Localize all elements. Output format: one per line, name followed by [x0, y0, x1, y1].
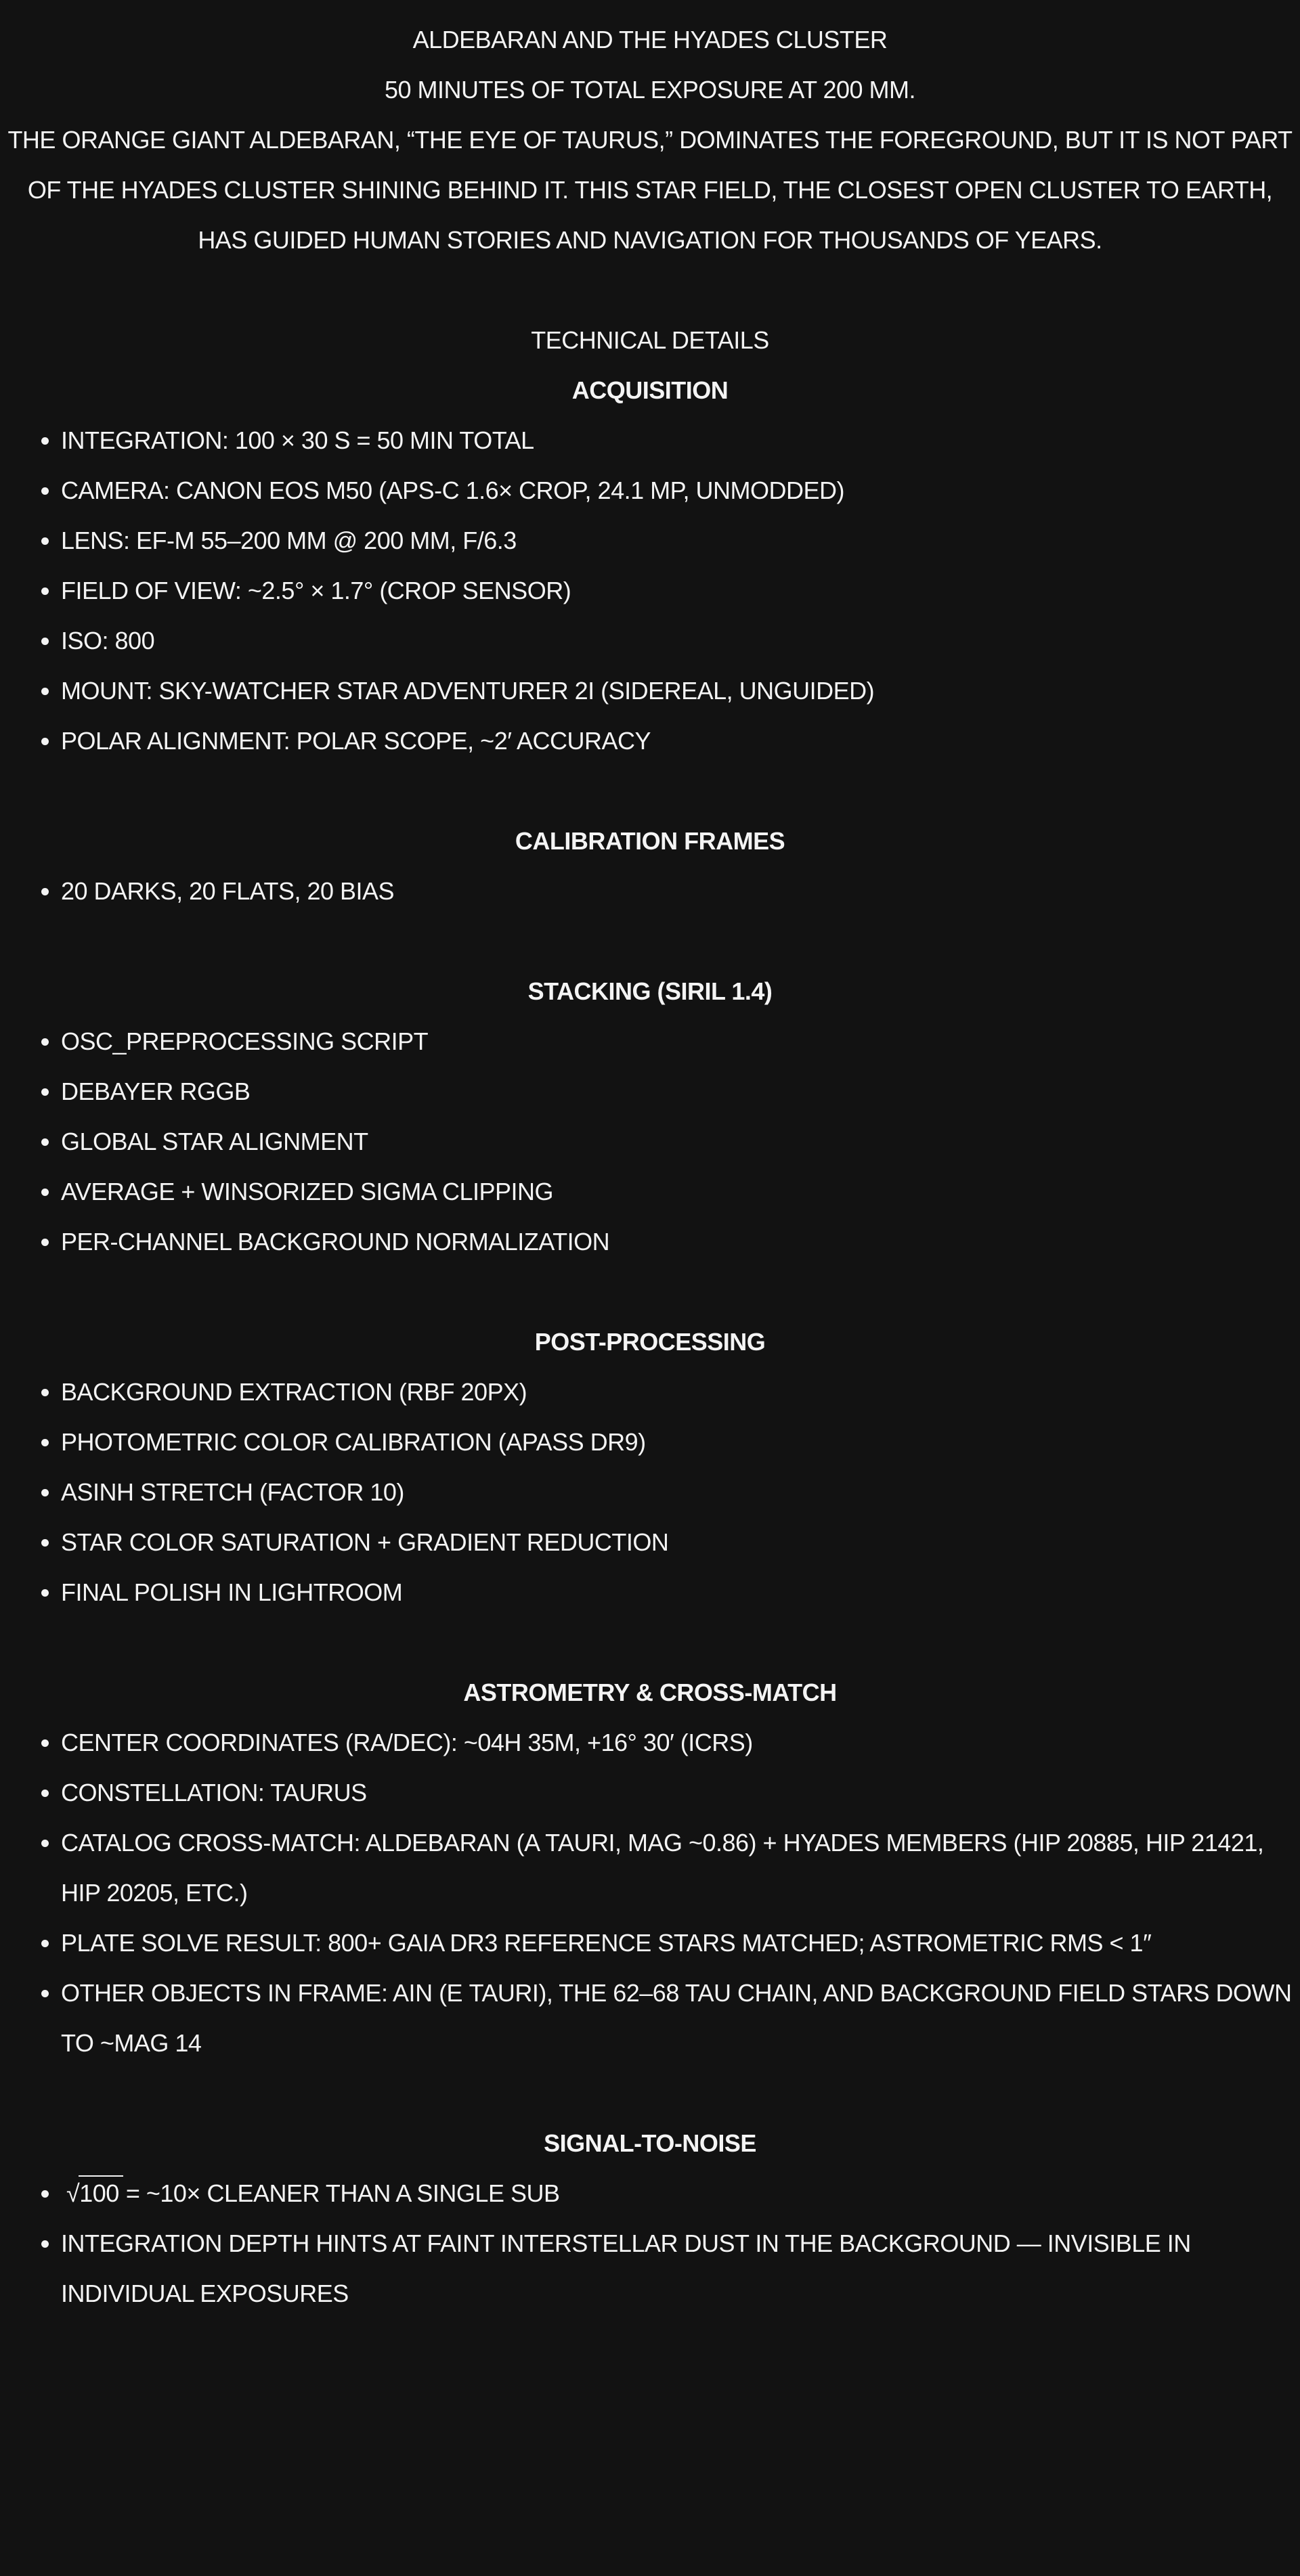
list-item: • PLATE SOLVE RESULT: 800+ GAIA DR3 REFERENCE STARS MATCHED; ASTROMETRIC RMS < 1″: [61, 1918, 1300, 1968]
spacer: [0, 265, 1300, 315]
section-title-post-processing: POST-PROCESSING: [534, 1328, 766, 1356]
list-item: • GLOBAL STAR ALIGNMENT: [61, 1117, 1300, 1167]
signal-to-noise-text: = ~10× CLEANER THAN A SINGLE SUB: [125, 2179, 560, 2207]
list-item: • OTHER OBJECTS IN FRAME: AIN (Ε TAURI), THE 62–68 TAU CHAIN, AND BACKGROUND FIELD STARS DOWN TO ~MAG 14: [61, 1968, 1300, 2068]
spacer: [0, 916, 1300, 967]
square-root-expression: [61, 2169, 119, 2219]
post-processing-list: [0, 1367, 1300, 1618]
list-item: • OSC_PREPROCESSING SCRIPT: [61, 1017, 1300, 1067]
acquisition-list: [0, 416, 1300, 766]
section-title-calibration: CALIBRATION FRAMES: [515, 827, 785, 855]
list-item: • CONSTELLATION: TAURUS: [61, 1768, 1300, 1818]
page-title: ALDEBARAN AND THE HYADES CLUSTER: [412, 26, 888, 53]
list-item: • LENS: EF-M 55–200 MM @ 200 MM, F/6.3: [61, 516, 1300, 566]
calibration-list: [0, 866, 1300, 916]
list-item: • FIELD OF VIEW: ~2.5° × 1.7° (CROP SENSOR): [61, 566, 1300, 616]
square-root-value: 100: [79, 2179, 119, 2207]
list-item: • PHOTOMETRIC COLOR CALIBRATION (APASS DR9): [61, 1417, 1300, 1467]
section-title-signal-to-noise: SIGNAL-TO-NOISE: [544, 2129, 756, 2157]
list-item: • PER-CHANNEL BACKGROUND NORMALIZATION: [61, 1217, 1300, 1267]
list-item: • INTEGRATION: 100 × 30 S = 50 MIN TOTAL: [61, 416, 1300, 466]
section-title-astrometry: ASTROMETRY & CROSS-MATCH: [463, 1679, 837, 1706]
spacer: [0, 2068, 1300, 2118]
list-item: • ASINH STRETCH (FACTOR 10): [61, 1467, 1300, 1517]
spacer: [0, 766, 1300, 816]
spacer: [0, 1267, 1300, 1317]
list-item: • DEBAYER RGGB: [61, 1067, 1300, 1117]
list-item: • CAMERA: CANON EOS M50 (APS-C 1.6× CROP, 24.1 MP, UNMODDED): [61, 466, 1300, 516]
stacking-list: [0, 1017, 1300, 1267]
page-subtitle: 50 MINUTES OF TOTAL EXPOSURE AT 200 MM.: [384, 76, 916, 104]
spacer: [0, 1618, 1300, 1668]
signal-to-noise-list: [0, 2169, 1300, 2319]
section-title-acquisition: ACQUISITION: [571, 376, 729, 404]
square-root-symbol: √: [66, 2179, 80, 2207]
list-item: • CATALOG CROSS-MATCH: ALDEBARAN (Α TAURI, MAG ~0.86) + HYADES MEMBERS (HIP 20885, HIP 21421, HIP 20205, ETC.): [61, 1818, 1300, 1918]
list-item: • 20 DARKS, 20 FLATS, 20 BIAS: [61, 866, 1300, 916]
radical-bar: [79, 2175, 123, 2177]
list-item: • MOUNT: SKY-WATCHER STAR ADVENTURER 2I (SIDEREAL, UNGUIDED): [61, 666, 1300, 716]
list-item: • BACKGROUND EXTRACTION (RBF 20PX): [61, 1367, 1300, 1417]
list-item: • FINAL POLISH IN LIGHTROOM: [61, 1568, 1300, 1618]
astrometry-list: [0, 1718, 1300, 2068]
technical-details-heading: TECHNICAL DETAILS: [531, 326, 769, 354]
list-item: • POLAR ALIGNMENT: POLAR SCOPE, ~2′ ACCURACY: [61, 716, 1300, 766]
intro-paragraph: THE ORANGE GIANT ALDEBARAN, “THE EYE OF TAURUS,” DOMINATES THE FOREGROUND, BUT IT IS NOT PART OF THE HYADES CLUSTER SHINING BEHIND IT. THIS STAR FIELD, THE CLOSEST OPEN CLUSTER TO EARTH, HAS GUIDED HUMAN STORIES AND NAVIGATION FOR THOUSANDS OF YEARS.: [7, 126, 1293, 254]
section-title-stacking: STACKING (SIRIL 1.4): [527, 977, 773, 1005]
list-item: • CENTER COORDINATES (RA/DEC): ~04H 35M, +16° 30′ (ICRS): [61, 1718, 1300, 1768]
list-item: • ISO: 800: [61, 616, 1300, 666]
list-item: • STAR COLOR SATURATION + GRADIENT REDUCTION: [61, 1517, 1300, 1568]
list-item: • AVERAGE + WINSORIZED SIGMA CLIPPING: [61, 1167, 1300, 1217]
list-item: [61, 2169, 1300, 2219]
list-item: • INTEGRATION DEPTH HINTS AT FAINT INTERSTELLAR DUST IN THE BACKGROUND — INVISIBLE IN INDIVIDUAL EXPOSURES: [61, 2219, 1300, 2319]
